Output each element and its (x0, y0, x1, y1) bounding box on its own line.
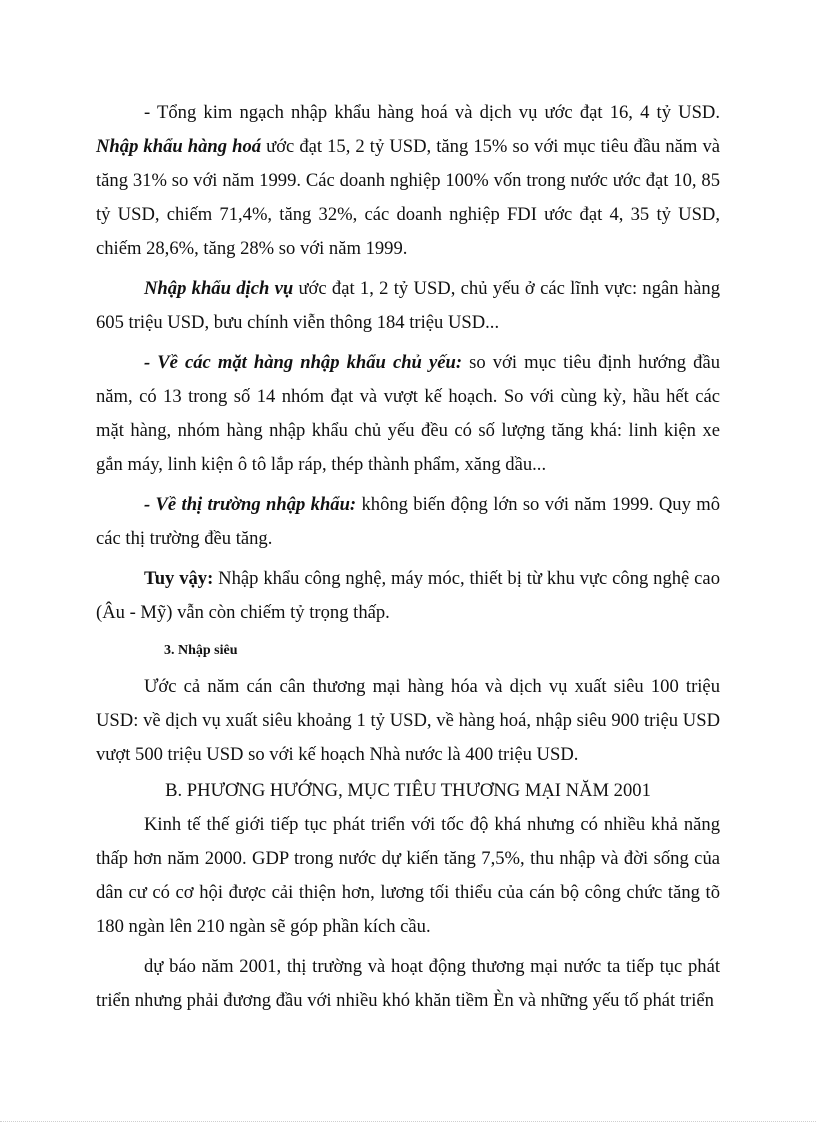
paragraph-text: Nhập khẩu công nghệ, máy móc, thiết bị từ khu vực công nghệ cao (Âu - Mỹ) vẫn còn chiếm tỷ trọng thấp. (96, 568, 720, 623)
paragraph-text: ước đạt 1, 2 tỷ USD, chủ yếu ở các lĩnh vực: ngân hàng 605 triệu USD, bưu chính viễn thông 184 triệu USD... (96, 278, 721, 333)
paragraph-text: so với mục tiêu định hướng đầu năm, có 13 trong số 14 nhóm đạt và vượt kế hoạch. So với cùng kỳ, hầu hết các mặt hàng, nhóm hàng nhập khẩu chủ yếu đều có số lượng tăng khá: linh kiện xe gắn máy, linh kiện ô tô lắp ráp, thép thành phẩm, xăng dầu... (96, 352, 720, 475)
emphasis-main-items: - Về các mặt hàng nhập khẩu chủ yếu: (144, 352, 463, 373)
emphasis-service-import: Nhập khẩu dịch vụ (144, 278, 294, 299)
paragraph-text: ước đạt 15, 2 tỷ USD, tăng 15% so với mục tiêu đầu năm và tăng 31% so với năm 1999. Các doanh nghiệp 100% vốn trong nước ước đạt 10, 85 tỷ USD, chiếm 71,4%, tăng 32%, các doanh nghiệp FDI ước đạt 4, 35 tỷ USD, chiếm 28,6%, tăng 28% so với năm 1999. (96, 136, 720, 259)
paragraph-world-economy: Kinh tế thế giới tiếp tục phát triển với tốc độ khá nhưng có nhiều khả năng thấp hơn năm 2000. GDP trong nước dự kiến tăng 7,5%, thu nhập và đời sống của dân cư có cơ hội được cải thiện hơn, lương tối thiểu của cán bộ công chức tăng tõ 180 ngàn lên 210 ngàn sẽ góp phần kích cầu. (96, 814, 720, 937)
emphasis-import-markets: - Về thị trường nhập khẩu: (144, 494, 357, 515)
paragraph-forecast-2001: dự báo năm 2001, thị trường và hoạt động thương mại nước ta tiếp tục phát triển nhưng phải đương đầu với nhiều khó khăn tiềm Èn và những yếu tố phát triển (96, 956, 720, 1011)
paragraph-service-import (96, 272, 720, 340)
paragraph-however (96, 562, 720, 630)
page-bottom-rule (0, 1121, 816, 1122)
subheading-trade-deficit: 3. Nhập siêu (164, 643, 238, 658)
paragraph-main-items (96, 346, 720, 482)
emphasis-however: Tuy vậy: (144, 568, 214, 589)
paragraph-text: không biến động lớn so với năm 1999. Quy mô các thị trường đều tăng. (96, 494, 720, 549)
paragraph-import-total (96, 96, 720, 266)
paragraph-trade-balance: Ước cả năm cán cân thương mại hàng hóa và dịch vụ xuất siêu 100 triệu USD: về dịch vụ xuất siêu khoảng 1 tỷ USD, về hàng hoá, nhập siêu 900 triệu USD vượt 500 triệu USD so với kế hoạch Nhà nước là 400 triệu USD. (96, 676, 720, 765)
document-page (96, 96, 720, 1018)
section-title-b: B. PHƯƠNG HƯỚNG, MỤC TIÊU THƯƠNG MẠI NĂM 2001 (165, 780, 651, 801)
paragraph-text: - Tổng kim ngạch nhập khẩu hàng hoá và dịch vụ ước đạt 16, 4 tỷ USD. (144, 102, 720, 123)
emphasis-goods-import: Nhập khẩu hàng hoá (96, 136, 262, 157)
paragraph-import-markets (96, 488, 720, 556)
